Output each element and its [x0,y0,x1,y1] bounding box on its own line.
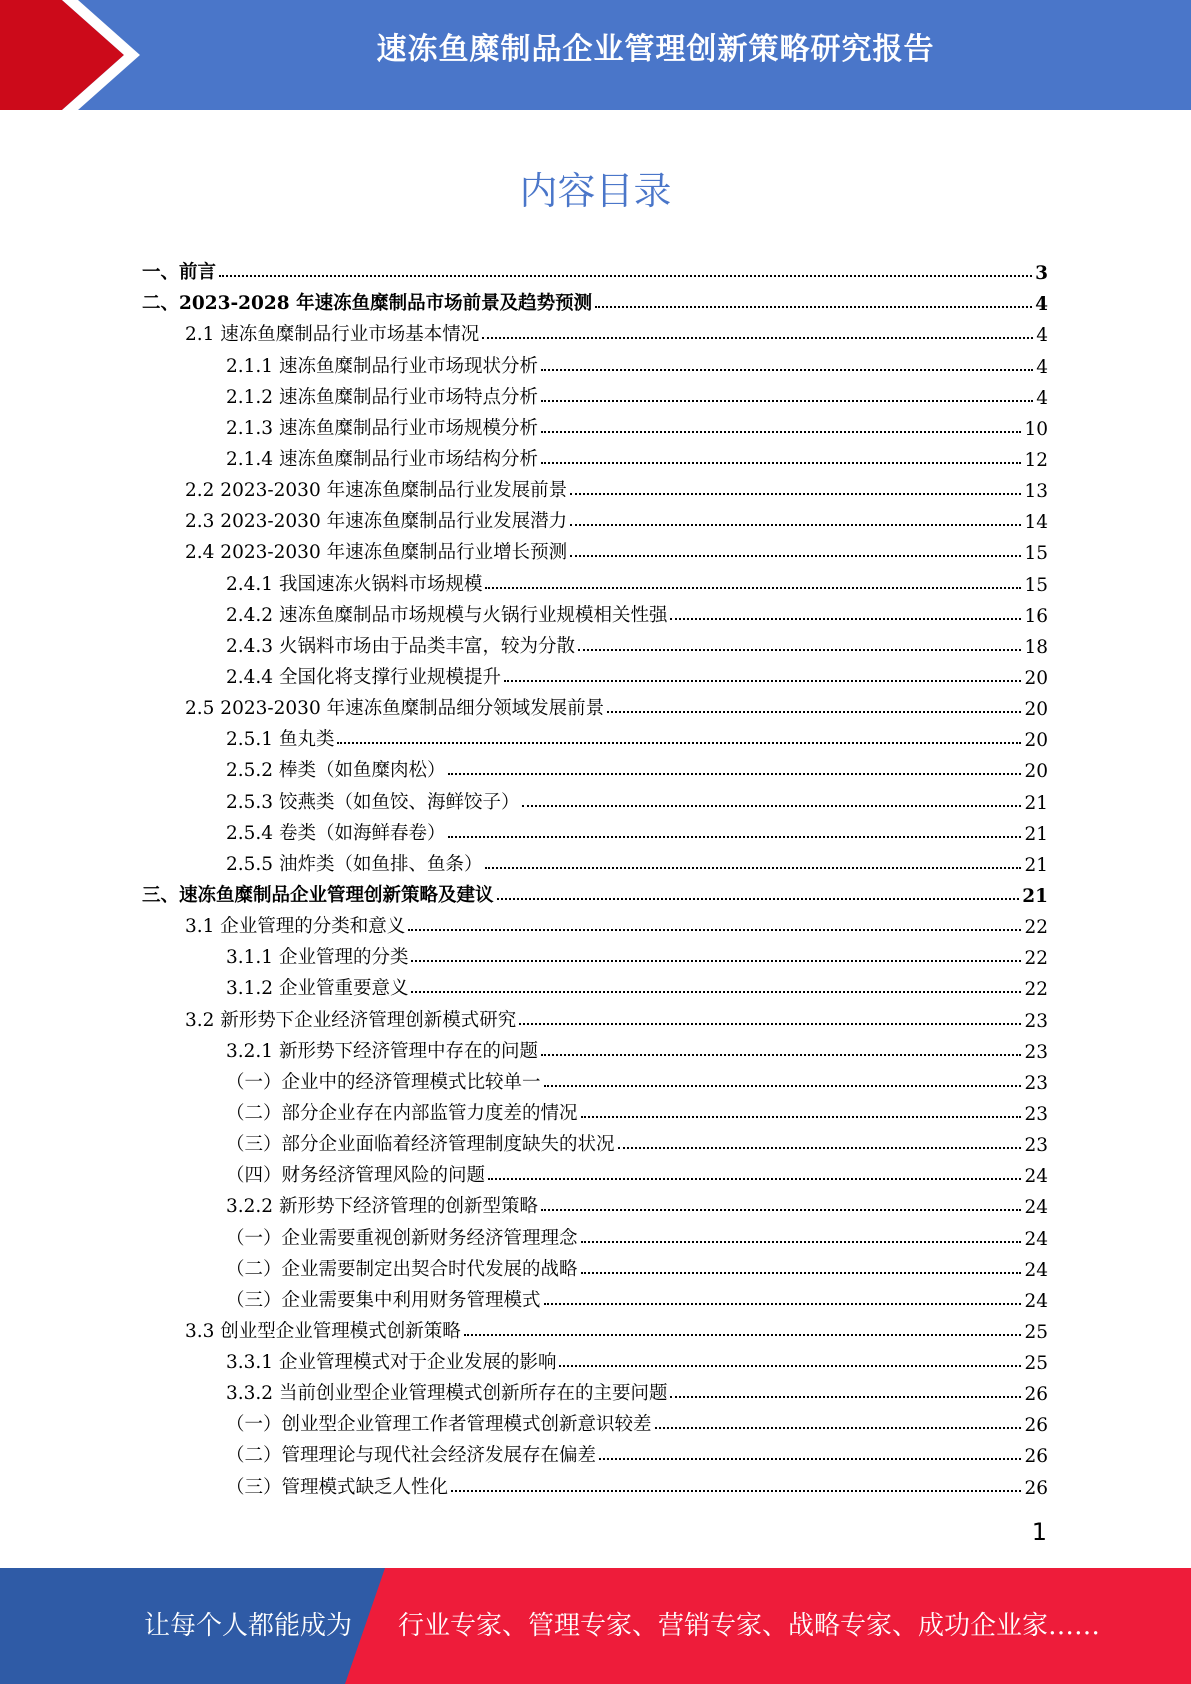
toc-entry-page: 24 [1024,1259,1048,1281]
toc-dot-leader [541,431,1021,433]
toc-dot-leader [541,369,1033,371]
toc-dot-leader [337,742,1021,744]
toc-entry-title: 2.1.3 速冻鱼糜制品行业市场规模分析 [226,417,538,439]
toc-entry[interactable] [142,1343,1048,1374]
toc-dot-leader [488,1178,1021,1180]
toc-entry[interactable] [142,471,1048,502]
toc-entry-page: 3 [1035,263,1048,285]
toc-dot-leader [607,711,1021,713]
toc-entry[interactable] [142,1187,1048,1218]
toc-dot-leader [522,805,1021,807]
toc-entry-title: 3.2 新形势下企业经济管理创新模式研究 [185,1009,517,1031]
toc-entry-title: 2.5.4 卷类（如海鲜春卷） [226,822,446,844]
toc-entry[interactable] [142,502,1048,533]
toc-entry-title: （一）企业需要重视创新财务经济管理理念 [226,1227,578,1249]
toc-entry[interactable] [142,938,1048,969]
toc-entry-page: 4 [1035,294,1048,316]
toc-entry-page: 23 [1024,1072,1048,1094]
toc-entry-page: 23 [1024,1010,1048,1032]
toc-entry-page: 24 [1024,1166,1048,1188]
toc-dot-leader [559,1365,1021,1367]
toc-entry[interactable] [142,1094,1048,1125]
toc-entry[interactable] [142,1281,1048,1312]
toc-entry-title: 2.4.3 火锅料市场由于品类丰富，较为分散 [226,635,575,657]
toc-entry[interactable] [142,346,1048,377]
toc-entry[interactable] [142,533,1048,564]
toc-entry-title: （二）企业需要制定出契合时代发展的战略 [226,1258,578,1280]
toc-entry-page: 23 [1024,1135,1048,1157]
toc-entry-page: 21 [1024,854,1048,876]
toc-dot-leader [570,524,1021,526]
toc-entry[interactable] [142,564,1048,595]
toc-dot-leader [504,680,1021,682]
toc-entry-title: 2.5.2 棒类（如鱼糜肉松） [226,760,446,782]
toc-entry[interactable] [142,845,1048,876]
toc-dot-leader [497,898,1020,900]
toc-entry-title: 3.3 创业型企业管理模式创新策略 [185,1320,461,1342]
toc-entry-title: 2.1 速冻鱼糜制品行业市场基本情况 [185,324,480,346]
toc-entry-title: （一）创业型企业管理工作者管理模式创新意识较差 [226,1414,652,1436]
toc-entry-title: （四）财务经济管理风险的问题 [226,1165,486,1187]
toc-entry-title: 3.1 企业管理的分类和意义 [185,916,406,938]
toc-entry-title: 2.1.1 速冻鱼糜制品行业市场现状分析 [226,355,538,377]
toc-entry-page: 24 [1024,1197,1048,1219]
toc-dot-leader [541,400,1033,402]
toc-entry-page: 24 [1024,1228,1048,1250]
toc-entry-page: 10 [1024,418,1048,440]
toc-dot-leader [655,1427,1022,1429]
toc-entry-page: 14 [1024,512,1048,534]
toc-entry-page: 20 [1024,667,1048,689]
toc-entry[interactable] [142,720,1048,751]
toc-dot-leader [599,1458,1021,1460]
toc-entry[interactable] [142,1374,1048,1405]
toc-entry[interactable] [142,782,1048,813]
toc-entry-title: （三）部分企业面临着经济管理制度缺失的状况 [226,1134,615,1156]
toc-entry-title: （三）企业需要集中利用财务管理模式 [226,1289,541,1311]
toc-entry[interactable] [142,907,1048,938]
toc-dot-leader [448,773,1021,775]
report-header [0,0,1191,110]
toc-dot-leader [448,836,1021,838]
toc-entry[interactable] [142,1312,1048,1343]
toc-dot-leader [581,1116,1022,1118]
toc-dot-leader [464,1334,1022,1336]
toc-dot-leader [618,1147,1022,1149]
page-number: 1 [1031,1518,1047,1546]
toc-entry-page: 12 [1024,449,1048,471]
toc-entry[interactable] [142,1436,1048,1467]
toc-dot-leader [485,867,1021,869]
toc-entry-title: 3.3.2 当前创业型企业管理模式创新所存在的主要问题 [226,1383,668,1405]
toc-entry[interactable] [142,1125,1048,1156]
header-arrow-decoration [0,0,150,110]
toc-entry-page: 26 [1024,1415,1048,1437]
toc-dot-leader [451,1490,1021,1492]
toc-entry-page: 20 [1024,730,1048,752]
toc-entry-title: 2.4.2 速冻鱼糜制品市场规模与火锅行业规模相关性强 [226,604,668,626]
toc-entry-page: 26 [1024,1477,1048,1499]
toc-entry-title: 二、2023-2028 年速冻鱼糜制品市场前景及趋势预测 [142,293,593,315]
toc-entry-title: 一、前言 [142,262,217,284]
toc-entry-page: 20 [1024,761,1048,783]
toc-entry-page: 13 [1024,481,1048,503]
toc-dot-leader [411,991,1021,993]
toc-entry-page: 26 [1024,1446,1048,1468]
toc-entry-title: （三）管理模式缺乏人性化 [226,1476,449,1498]
toc-dot-leader [541,1054,1021,1056]
toc-entry-title: （二）管理理论与现代社会经济发展存在偏差 [226,1445,597,1467]
toc-entry-title: （二）部分企业存在内部监管力度差的情况 [226,1102,578,1124]
toc-dot-leader [670,1396,1021,1398]
toc-dot-leader [578,649,1021,651]
toc-dot-leader [670,618,1021,620]
toc-heading: 内容目录 [519,169,672,213]
toc-entry-page: 23 [1024,1041,1048,1063]
toc-entry-title: 2.3 2023-2030 年速冻鱼糜制品行业发展潜力 [185,511,568,533]
table-of-contents [142,253,1048,1499]
toc-entry-page: 16 [1024,605,1048,627]
toc-entry-page: 20 [1024,699,1048,721]
toc-entry-page: 4 [1036,387,1048,409]
toc-entry-title: 2.4.1 我国速冻火锅料市场规模 [226,573,483,595]
toc-entry[interactable] [142,1250,1048,1281]
toc-entry-page: 15 [1024,574,1048,596]
toc-entry-title: 2.5.1 鱼丸类 [226,729,335,751]
toc-entry[interactable] [142,596,1048,627]
toc-entry-title: 3.2.2 新形势下经济管理的创新型策略 [226,1196,538,1218]
toc-dot-leader [219,275,1032,277]
toc-entry[interactable] [142,253,1048,284]
toc-entry-title: 2.1.4 速冻鱼糜制品行业市场结构分析 [226,448,538,470]
toc-entry[interactable] [142,440,1048,471]
toc-entry-title: 三、速冻鱼糜制品企业管理创新策略及建议 [142,884,494,906]
toc-dot-leader [570,555,1021,557]
toc-dot-leader [570,493,1021,495]
toc-entry[interactable] [142,1000,1048,1031]
toc-entry-page: 21 [1022,885,1048,907]
toc-entry[interactable] [142,1156,1048,1187]
toc-entry-page: 4 [1036,325,1048,347]
footer-slogan-left: 让每个人都能成为 [144,1611,353,1641]
toc-entry-title: 2.5.3 饺燕类（如鱼饺、海鲜饺子） [226,791,520,813]
toc-entry[interactable] [142,1467,1048,1498]
toc-dot-leader [544,1303,1022,1305]
toc-entry[interactable] [142,627,1048,658]
toc-entry-title: （一）企业中的经济管理模式比较单一 [226,1071,541,1093]
toc-dot-leader [544,1085,1022,1087]
toc-entry[interactable] [142,814,1048,845]
toc-entry[interactable] [142,1032,1048,1063]
footer-banner [0,1568,1191,1684]
toc-entry-title: 2.4 2023-2030 年速冻鱼糜制品行业增长预测 [185,542,568,564]
toc-entry-title: 3.2.1 新形势下经济管理中存在的问题 [226,1040,538,1062]
toc-entry[interactable] [142,378,1048,409]
toc-entry[interactable] [142,284,1048,315]
toc-entry-title: 2.5.5 油炸类（如鱼排、鱼条） [226,853,483,875]
toc-dot-leader [581,1272,1022,1274]
toc-entry-title: 3.1.1 企业管理的分类 [226,947,409,969]
toc-entry-title: 2.5 2023-2030 年速冻鱼糜制品细分领域发展前景 [185,698,605,720]
toc-entry-page: 4 [1036,356,1048,378]
toc-entry[interactable] [142,876,1048,907]
toc-entry-page: 22 [1024,948,1048,970]
toc-entry-page: 21 [1024,792,1048,814]
toc-dot-leader [541,1209,1021,1211]
footer-slogan-right: 行业专家、管理专家、营销专家、战略专家、成功企业家…… [398,1611,1101,1641]
toc-entry-title: 3.1.2 企业管重要意义 [226,978,409,1000]
toc-entry[interactable] [142,751,1048,782]
toc-entry-title: 2.2 2023-2030 年速冻鱼糜制品行业发展前景 [185,480,568,502]
toc-entry-page: 26 [1024,1384,1048,1406]
toc-dot-leader [595,306,1032,308]
toc-entry-title: 2.4.4 全国化将支撑行业规模提升 [226,666,501,688]
toc-entry-page: 15 [1024,543,1048,565]
toc-entry-page: 25 [1024,1353,1048,1375]
toc-dot-leader [581,1241,1022,1243]
toc-entry-page: 21 [1024,823,1048,845]
toc-entry[interactable] [142,658,1048,689]
toc-entry[interactable] [142,1405,1048,1436]
toc-entry[interactable] [142,689,1048,720]
toc-entry-page: 23 [1024,1103,1048,1125]
toc-dot-leader [482,337,1033,339]
toc-entry-page: 22 [1024,979,1048,1001]
toc-entry[interactable] [142,409,1048,440]
toc-entry[interactable] [142,969,1048,1000]
toc-entry-title: 2.1.2 速冻鱼糜制品行业市场特点分析 [226,386,538,408]
toc-entry-page: 25 [1024,1321,1048,1343]
toc-dot-leader [541,462,1021,464]
toc-dot-leader [485,587,1021,589]
toc-dot-leader [408,929,1021,931]
toc-entry-page: 22 [1024,917,1048,939]
report-title: 速冻鱼糜制品企业管理创新策略研究报告 [376,32,935,67]
toc-dot-leader [411,960,1021,962]
toc-entry-page: 18 [1024,636,1048,658]
toc-entry[interactable] [142,315,1048,346]
toc-entry-page: 24 [1024,1290,1048,1312]
toc-entry[interactable] [142,1063,1048,1094]
toc-dot-leader [519,1023,1021,1025]
toc-entry[interactable] [142,1218,1048,1249]
toc-entry-title: 3.3.1 企业管理模式对于企业发展的影响 [226,1352,557,1374]
